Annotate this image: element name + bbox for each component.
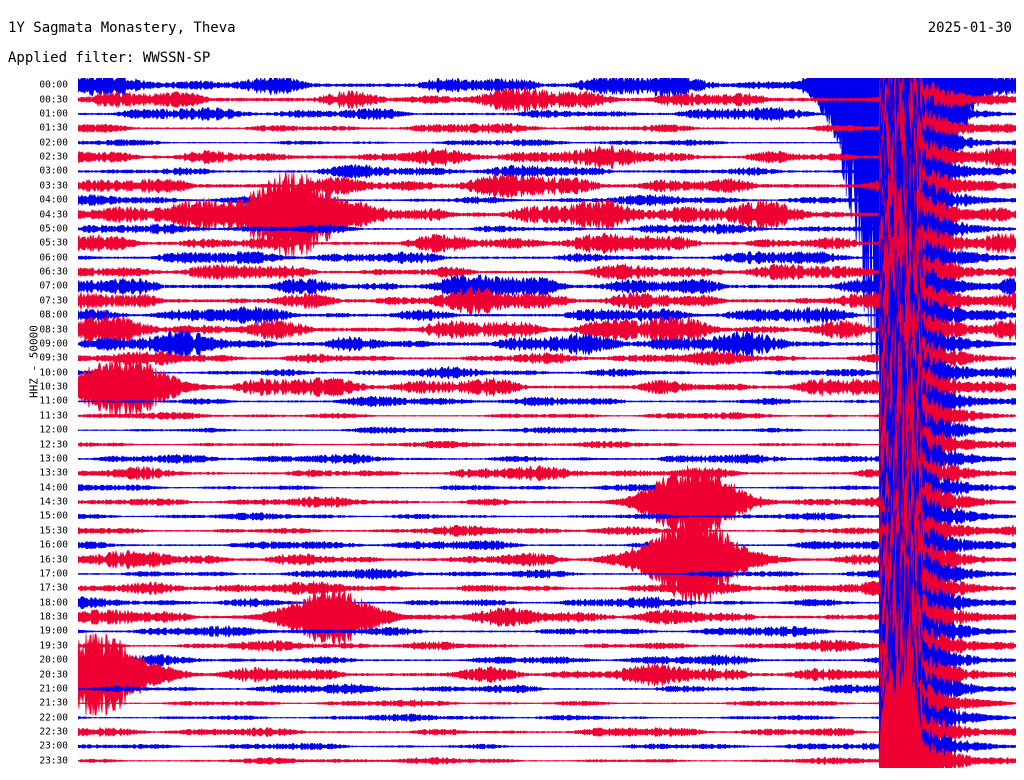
trace-row (78, 365, 1016, 638)
time-tick-label: 02:30 (39, 151, 68, 163)
time-tick-label: 16:00 (39, 539, 68, 551)
time-tick-label: 20:00 (39, 654, 68, 666)
date-label: 2025-01-30 (927, 20, 1012, 36)
trace-row (78, 389, 1016, 645)
time-tick-label: 13:00 (39, 453, 68, 465)
time-tick-label: 19:00 (39, 625, 68, 637)
time-tick-label: 09:00 (39, 338, 68, 350)
time-tick-label: 00:00 (39, 79, 68, 91)
time-axis-labels (0, 78, 74, 768)
time-tick-label: 17:30 (39, 582, 68, 594)
time-tick-label: 11:00 (39, 395, 68, 407)
time-tick-label: 21:00 (39, 683, 68, 695)
time-tick-label: 06:00 (39, 252, 68, 264)
time-tick-label: 05:30 (39, 237, 68, 249)
trace-row (78, 396, 1016, 665)
time-tick-label: 15:00 (39, 510, 68, 522)
trace-row (78, 296, 1016, 565)
time-tick-label: 04:30 (39, 209, 68, 221)
time-tick-label: 10:00 (39, 367, 68, 379)
time-tick-label: 07:00 (39, 280, 68, 292)
time-tick-label: 05:00 (39, 223, 68, 235)
y-axis-label: HHZ - 50000 (27, 325, 41, 398)
time-tick-label: 20:30 (39, 669, 68, 681)
time-tick-label: 03:00 (39, 165, 68, 177)
time-tick-label: 08:30 (39, 324, 68, 336)
time-tick-label: 12:30 (39, 439, 68, 451)
page-title: 1Y Sagmata Monastery, Theva (8, 20, 236, 36)
trace-row (78, 597, 1016, 768)
time-tick-label: 08:00 (39, 309, 68, 321)
time-tick-label: 06:30 (39, 266, 68, 278)
time-tick-label: 18:30 (39, 611, 68, 623)
time-tick-label: 17:00 (39, 568, 68, 580)
time-tick-label: 14:00 (39, 482, 68, 494)
time-tick-label: 07:30 (39, 295, 68, 307)
time-tick-label: 12:00 (39, 424, 68, 436)
time-tick-label: 18:00 (39, 597, 68, 609)
trace-row (78, 340, 1016, 606)
time-tick-label: 04:00 (39, 194, 68, 206)
time-tick-label: 22:30 (39, 726, 68, 738)
time-tick-label: 15:30 (39, 525, 68, 537)
time-tick-label: 21:30 (39, 697, 68, 709)
time-tick-label: 02:00 (39, 137, 68, 149)
trace-row (78, 414, 1016, 676)
filter-label: Applied filter: WWSSN-SP (8, 50, 211, 66)
time-tick-label: 16:30 (39, 554, 68, 566)
time-tick-label: 13:30 (39, 467, 68, 479)
time-tick-label: 19:30 (39, 640, 68, 652)
time-tick-label: 10:30 (39, 381, 68, 393)
time-tick-label: 09:30 (39, 352, 68, 364)
trace-row (78, 467, 1016, 738)
helicorder-plot (78, 78, 1016, 768)
time-tick-label: 00:30 (39, 94, 68, 106)
time-tick-label: 14:30 (39, 496, 68, 508)
time-tick-label: 03:30 (39, 180, 68, 192)
time-tick-label: 23:00 (39, 740, 68, 752)
time-tick-label: 23:30 (39, 755, 68, 767)
trace-row (78, 430, 1016, 689)
time-tick-label: 01:30 (39, 122, 68, 134)
time-tick-label: 22:00 (39, 712, 68, 724)
time-tick-label: 11:30 (39, 410, 68, 422)
trace-row (78, 454, 1016, 723)
time-tick-label: 01:00 (39, 108, 68, 120)
